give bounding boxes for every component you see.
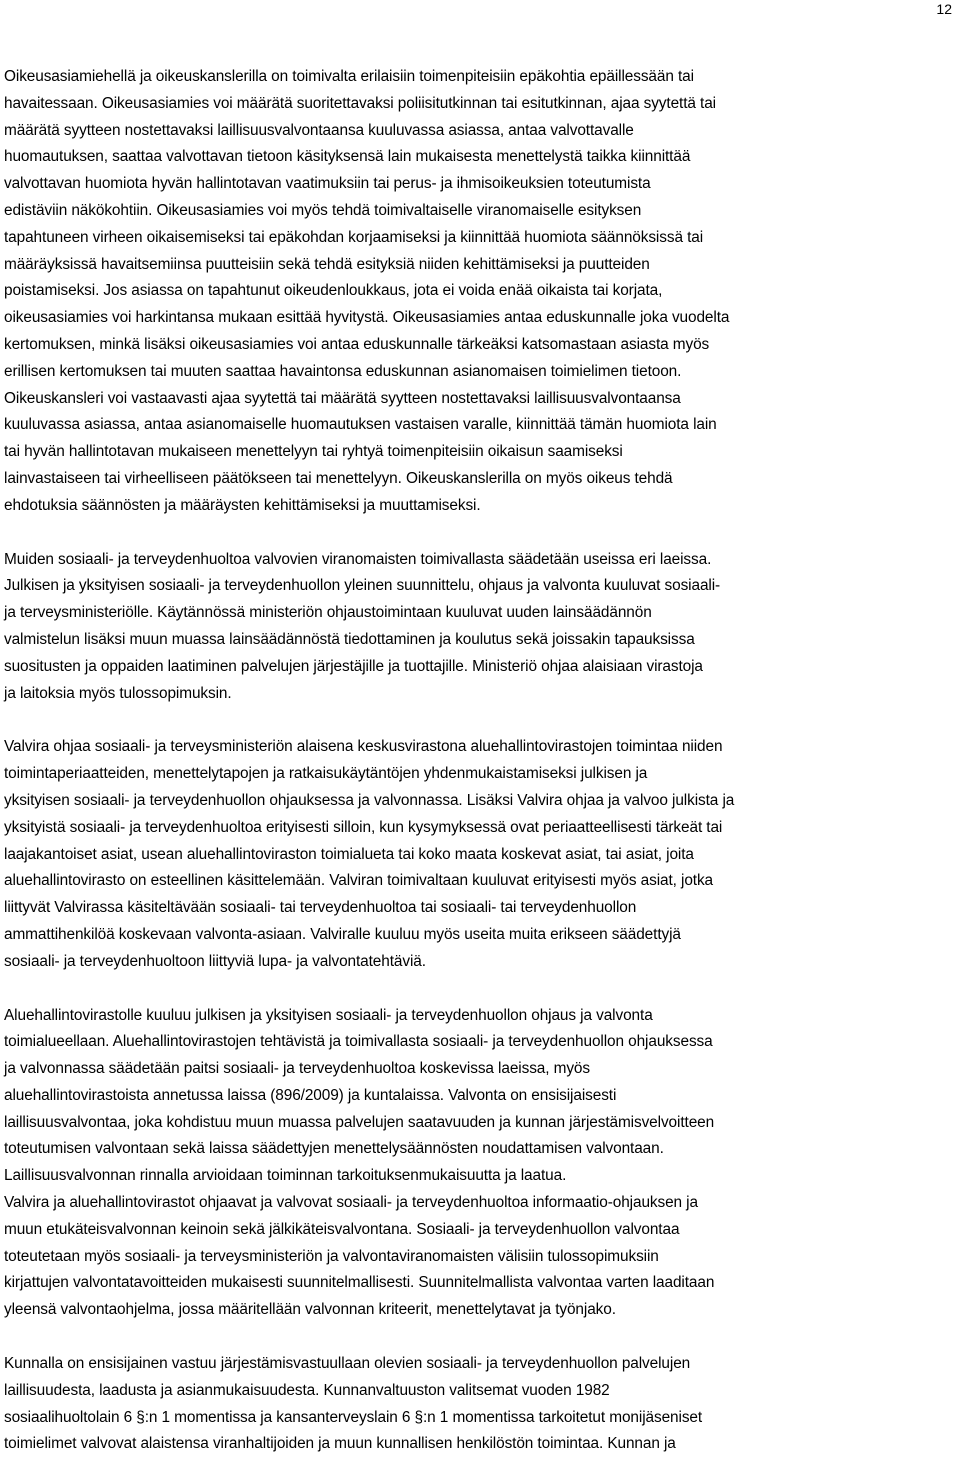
document-body xyxy=(4,64,958,1458)
paragraph-spacer xyxy=(4,707,958,734)
paragraph-spacer xyxy=(4,1324,958,1351)
paragraph-valvira: Valvira ohjaa sosiaali- ja terveysministeriön alaisena keskusvirastona aluehallintovirastojen toimintaa niiden toimintaperiaatteiden, menettelytapojen ja ratkaisukäytäntöjen yhdenmukaistamiseksi julkisen ja yksityisen sosiaali- ja terveydenhuollon ohjauksessa ja valvonnassa. Lisäksi Valvira ohjaa ja valvoo julkista ja yksityistä sosiaali- ja terveydenhuoltoa erityisesti silloin, kun kysymyksessä ovat periaatteellisesti tärkeät tai laajakantoiset asiat, usean aluehallintoviraston toimialueta tai koko maata koskevat asiat, tai asiat, joita aluehallintovirasto on esteellinen käsittelemään. Valviran toimivaltaan kuuluvat erityisesti myös asiat, jotka liittyvät Valvirassa käsiteltävään sosiaali- tai terveydenhuoltoa tai sosiaali- tai terveydenhuollon ammattihenkilöä koskevaan valvonta-asiaan. Valviralle kuuluu myös useita muita erikseen säädettyjä sosiaali- ja terveydenhuoltoon liittyviä lupa- ja valvontatehtäviä. xyxy=(4,738,735,970)
paragraph-spacer xyxy=(4,520,958,547)
paragraph-spacer xyxy=(4,976,958,1003)
paragraph-municipality: Kunnalla on ensisijainen vastuu järjestämisvastuullaan olevien sosiaali- ja terveydenhuollon palvelujen laillisuudesta, laadusta ja asianmukaisuudesta. Kunnanvaltuuston valitsemat vuoden 1982 sosiaalihuoltolain 6 §:n 1 momentissa ja kansanterveyslain 6 §:n 1 momentissa tarkoitetut monijäseniset toimielimet valvovat alaistensa viranhaltijoiden ja muun kunnallisen henkilöstön toimintaa. Kunnan ja xyxy=(4,1355,703,1453)
paragraph-oversight-powers: Oikeusasiamiehellä ja oikeuskanslerilla on toimivalta erilaisiin toimenpiteisiin epäkohtia epäillessään tai havaitessaan. Oikeusasiamies voi määrätä suoritettavaksi poliisitutkinnan tai esitutkinnan, ajaa syytettä tai määrätä syytteen nostettavaksi laillisuusvalvontaansa kuuluvassa asiassa, antaa valvottavalle huomautuksen, saattaa valvottavan tietoon käsityksensä lain mukaisesta menettelystä taikka kiinnittää valvottavan huomiota hyvän hallintotavan vaatimuksiin tai perus- ja ihmisoikeuksien toteutumista edistäviin näkökohtiin. Oikeusasiamies voi myös tehdä toimivaltaiselle viranomaiselle esityksen tapahtuneen virheen oikaisemiseksi tai epäkohdan korjaamiseksi ja kiinnittää huomiota säännöksissä tai määräyksissä havaitsemiinsa puutteisiin sekä tehdä esityksiä niiden kehittämiseksi ja puutteiden poistamiseksi. Jos asiassa on tapahtunut oikeudenloukkaus, jota ei voida enää oikaista tai korjata, oikeusasiamies voi harkintansa mukaan esittää hyvitystä. Oikeusasiamies antaa eduskunnalle joka vuodelta kertomuksen, minkä lisäksi oikeusasiamies voi antaa eduskunnalle tärkeäksi katsomastaan asiasta myös erillisen kertomuksen tai muuten saattaa havaintonsa eduskunnan asianomaisen toimielimen tietoon. Oikeuskansleri voi vastaavasti ajaa syytettä tai määrätä syytteen nostettavaksi laillisuusvalvontaansa kuuluvassa asiassa, antaa asianomaiselle huomautuksen vastaisen varalle, kiinnittää tämän huomiota lain tai hyvän hallintotavan mukaiseen menettelyyn tai ryhtyä toimenpiteisiin oikaisun saamiseksi lainvastaiseen tai virheelliseen päätökseen tai menettelyyn. Oikeuskanslerilla on myös oikeus tehdä ehdotuksia säännösten ja määräysten kehittämiseksi ja muuttamiseksi. xyxy=(4,68,730,514)
page-number: 12 xyxy=(936,1,952,17)
paragraph-ministry-guidance: Muiden sosiaali- ja terveydenhuoltoa valvovien viranomaisten toimivallasta säädetään useissa eri laeissa. Julkisen ja yksityisen sosiaali- ja terveydenhuollon yleinen suunnittelu, ohjaus ja valvonta kuuluvat sosiaali- ja terveysministeriölle. Käytännössä ministeriön ohjaustoimintaan kuuluvat uuden lainsäädännön valmistelun lisäksi muun muassa lainsäädännöstä tiedottaminen ja koulutus sekä joissakin tapauksissa suositusten ja oppaiden laatiminen palvelujen järjestäjille ja tuottajille. Ministeriö ohjaa alaisiaan virastoja ja laitoksia myös tulossopimuksin. xyxy=(4,550,721,702)
paragraph-regional-agencies: Aluehallintovirastolle kuuluu julkisen ja yksityisen sosiaali- ja terveydenhuollon ohjaus ja valvonta toimialueellaan. Aluehallintovirastojen tehtävistä ja toimivallasta sosiaali- ja terveydenhuollon ohjauksessa ja valvonnassa säädetään paitsi sosiaali- ja terveydenhuoltoa koskevissa laeissa, myös aluehallintovirastoista annetussa laissa (896/2009) ja kuntalaissa. Valvonta on ensisijaisesti laillisuusvalvontaa, joka kohdistuu muun muassa palvelujen saatavuuden ja kunnan järjestämisvelvoitteen toteutumisen valvontaan sekä laissa säädettyjen menettelysäännösten noudattamisen valvontaan. Laillisuusvalvonnan rinnalla arvioidaan toiminnan tarkoituksenmukaisuutta ja laatua. Valvira ja aluehallintovirastot ohjaavat ja valvovat sosiaali- ja terveydenhuoltoa informaatio-ohjauksen ja muun etukäteisvalvonnan keinoin sekä jälkikäteisvalvontana. Sosiaali- ja terveydenhuollon valvontaa toteutetaan myös sosiaali- ja terveysministeriön ja valvontaviranomaisten välisiin tulossopimuksiin kirjattujen valvontatavoitteiden mukaisesti suunnitelmallisesti. Suunnitelmallista valvontaa varten laaditaan yleensä valvontaohjelma, jossa määritellään valvonnan kriteerit, menettelytavat ja työnjako. xyxy=(4,1006,715,1319)
